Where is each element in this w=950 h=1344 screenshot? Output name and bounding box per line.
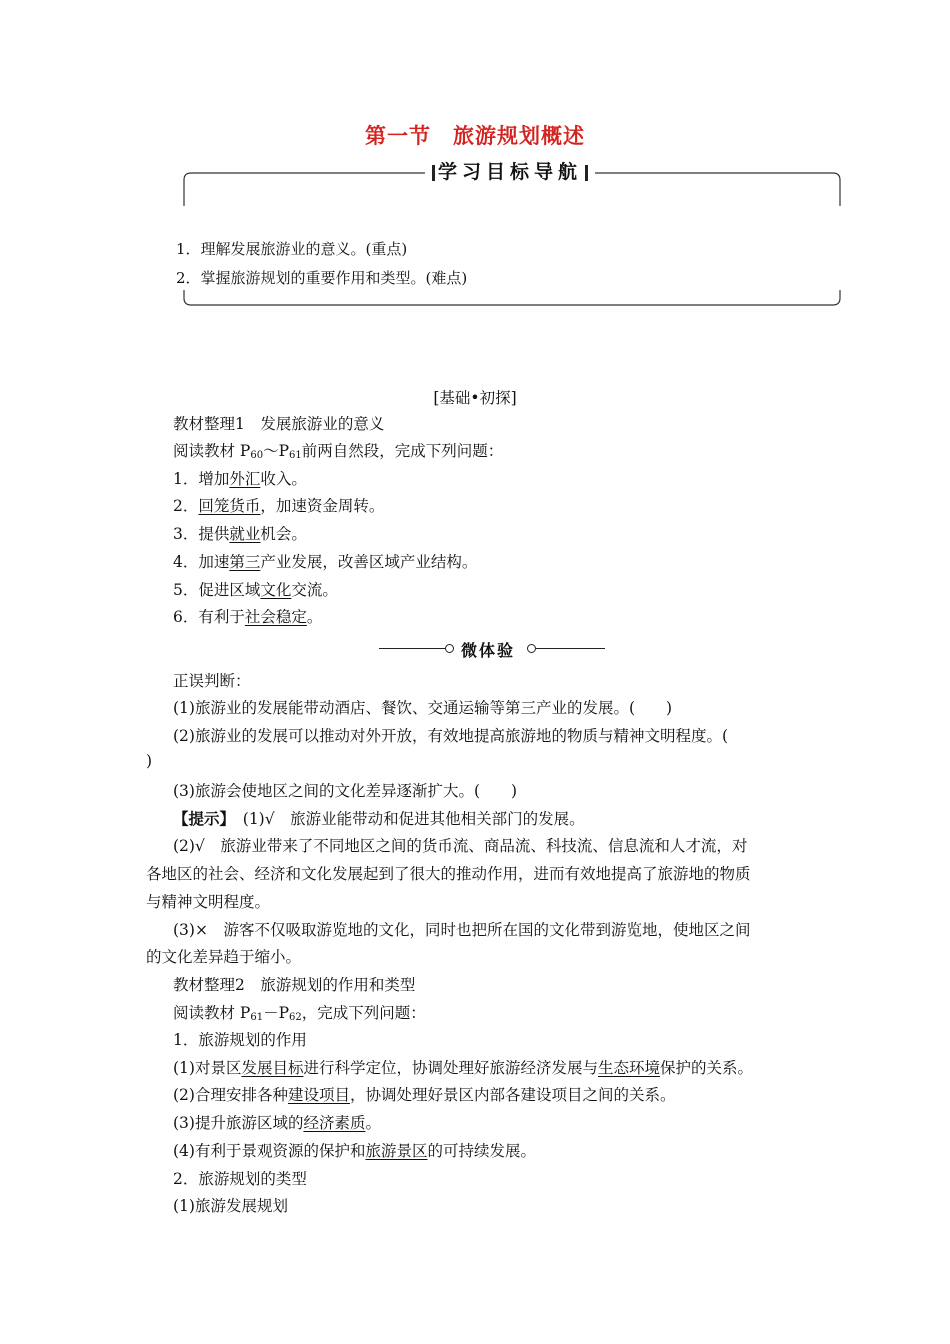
type-title: 2．旅游规划的类型 bbox=[173, 1170, 307, 1188]
list-item: 2．回笼货币，加速资金周转。 bbox=[173, 497, 385, 515]
role-title: 1．旅游规划的作用 bbox=[173, 1031, 307, 1049]
list-item: 3．提供就业机会。 bbox=[173, 525, 307, 543]
judge-heading: 正误判断： bbox=[173, 672, 251, 690]
role-item: (3)提升旅游区域的经济素质。 bbox=[173, 1114, 381, 1132]
judge-question: (1)旅游业的发展能带动酒店、餐饮、交通运输等第三产业的发展。( ) bbox=[173, 699, 673, 717]
role-item: (1)对景区发展目标进行科学定位，协调处理好旅游经济发展与生态环境保护的关系。 bbox=[173, 1059, 754, 1077]
hint-line: 【提示】 (1)√ 旅游业能带动和促进其他相关部门的发展。 bbox=[173, 809, 585, 828]
answer-text: 各地区的社会、经济和文化发展起到了很大的推动作用，进而有效地提高了旅游地的物质 bbox=[146, 865, 751, 883]
hint-label: 【提示】 bbox=[173, 809, 228, 828]
list-item: 1．增加外汇收入。 bbox=[173, 470, 307, 488]
judge-question: (3)旅游会使地区之间的文化差异逐渐扩大。( ) bbox=[173, 782, 518, 800]
list-item: 5．促进区域文化交流。 bbox=[173, 581, 338, 599]
part2-reading: 阅读教材 $P_{61}-P_{62}$，完成下列问题： bbox=[173, 1004, 426, 1023]
answer-text: (3)× 游客不仅吸取游览地的文化，同时也把所在国的文化带到游览地，使地区之间 bbox=[173, 921, 751, 939]
role-item: (2)合理安排各种建设项目，协调处理好景区内部各建设项目之间的关系。 bbox=[173, 1086, 676, 1104]
answer-text: 与精神文明程度。 bbox=[146, 893, 271, 911]
answer-text: 的文化差异趋于缩小。 bbox=[146, 948, 302, 966]
page-title: 第一节 旅游规划概述 bbox=[365, 123, 585, 148]
list-item: 4．加速第三产业发展，改善区域产业结构。 bbox=[173, 553, 478, 571]
type-item: (1)旅游发展规划 bbox=[173, 1197, 288, 1215]
role-item: (4)有利于景观资源的保护和旅游景区的可持续发展。 bbox=[173, 1142, 536, 1160]
list-item: 6．有利于社会稳定。 bbox=[173, 608, 323, 626]
part1-heading: 教材整理1 发展旅游业的意义 bbox=[173, 415, 385, 433]
section-tag: [基础•初探] bbox=[433, 389, 517, 407]
goal-item: 1．理解发展旅游业的意义。(重点) bbox=[176, 240, 408, 258]
judge-question: (2)旅游业的发展可以推动对外开放，有效地提高旅游地的物质与精神文明程度。( bbox=[173, 727, 729, 745]
part1-reading: 阅读教材 $P_{60}\sim P_{61}$前两自然段，完成下列问题： bbox=[173, 442, 504, 461]
micro-experience-divider bbox=[379, 638, 605, 658]
goals-banner: 学习目标导航 bbox=[425, 157, 595, 184]
part2-heading: 教材整理2 旅游规划的作用和类型 bbox=[173, 976, 416, 994]
judge-question-cont: ) bbox=[146, 752, 153, 770]
micro-experience-label: 微体验 bbox=[461, 641, 516, 660]
answer-text: (2)√ 旅游业带来了不同地区之间的货币流、商品流、科技流、信息流和人才流，对 bbox=[173, 837, 748, 855]
goal-item: 2．掌握旅游规划的重要作用和类型。(难点) bbox=[176, 269, 468, 287]
